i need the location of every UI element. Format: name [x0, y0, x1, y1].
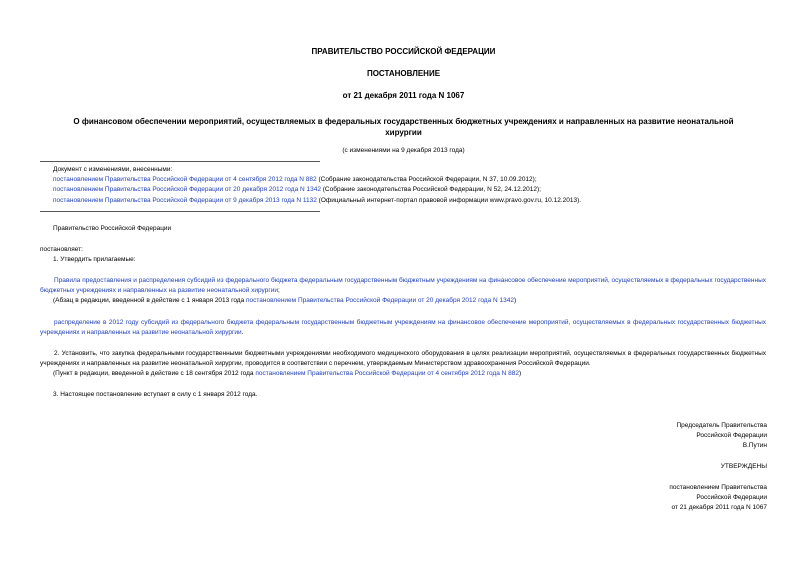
approved-line-2: Российской Федерации: [696, 494, 767, 501]
government-header: ПРАВИТЕЛЬСТВО РОССИЙСКОЙ ФЕДЕРАЦИИ: [311, 47, 496, 56]
document-date-number: от 21 декабря 2011 года N 1067: [342, 91, 465, 100]
document-type: ПОСТАНОВЛЕНИЕ: [366, 69, 441, 78]
signature-name: В.Путин: [742, 442, 767, 449]
changes-intro: Документ с изменениями, внесенными:: [53, 166, 173, 173]
signature-position: Председатель Правительства: [676, 422, 767, 429]
change-link-2[interactable]: постановлением Правительства Российской Федерации от 20 декабря 2012 года N 1342: [53, 186, 321, 193]
approved-label: УТВЕРЖДЕНЫ: [720, 463, 767, 470]
change-source-3: (Официальный интернет-портал правовой информации www.pravo.gov.ru, 10.12.2013).: [316, 197, 582, 204]
note-2: [53, 369, 521, 379]
item-1: 1. Утвердить прилагаемые:: [53, 256, 136, 263]
approved-line-1: постановлением Правительства: [669, 484, 767, 491]
change-link-3[interactable]: постановлением Правительства Российской Федерации от 9 декабря 2013 года N 1132: [53, 197, 317, 204]
decides-label: постановляет:: [40, 246, 83, 253]
preamble: Правительство Российской Федерации: [53, 225, 172, 232]
rules-link[interactable]: Правила предоставления и распределения субсидий из федерального бюджета федеральным государственным бюджетным учреждениям на финансовое обеспечение мероприятий, осуществляемых в федеральных государственных бюджетных учреждениях и направленных на развитие неонатальной хирургии: [40, 277, 766, 294]
note-1-link[interactable]: постановлением Правительства Российской Федерации от 20 декабря 2012 года N 1342: [246, 297, 514, 304]
rules-end: ;: [277, 287, 280, 294]
signature-country: Российской Федерации: [696, 432, 767, 439]
distribution-paragraph: [40, 318, 766, 338]
rules-paragraph: [40, 276, 766, 296]
item-3: 3. Настоящее постановление вступает в силу с 1 января 2012 года.: [53, 391, 258, 398]
distribution-link[interactable]: распределение в 2012 году субсидий из федерального бюджета федеральным государственным бюджетным учреждениям на финансовое обеспечение мероприятий, осуществляемых в федеральных государственных бюджетных учреждениях и направленных на развитие неонатальной хирургии: [40, 319, 766, 336]
change-source-1: (Собрание законодательства Российской Федерации, N 37, 10.09.2012);: [316, 176, 537, 183]
top-divider: [40, 161, 320, 162]
change-item-1: [53, 175, 537, 185]
amendment-note: (с изменениями на 9 декабря 2013 года): [342, 147, 465, 154]
note-1: [53, 296, 516, 306]
change-link-1[interactable]: постановлением Правительства Российской Федерации от 4 сентября 2012 года N 882: [53, 176, 317, 183]
item-2: 2. Установить, что закупка федеральными государственными бюджетными учреждениями необходимого медицинского оборудования в целях реализации мероприятий, осуществляемых в федеральных государственных бюджетных учреждениях и направленных на развитие неонатальной хирургии, проводится в соответствии с перечнем, утверждаемым Министерством здравоохранения Российской Федерации.: [40, 350, 766, 367]
note-1-suffix: ): [513, 297, 517, 304]
note-2-link[interactable]: постановлением Правительства Российской Федерации от 4 сентября 2012 года N 882: [255, 370, 520, 377]
distribution-end: .: [241, 329, 244, 336]
note-1-prefix: (Абзац в редакции, введенной в действие с 1 января 2013 года: [53, 297, 247, 304]
note-2-prefix: (Пункт в редакции, введенной в действие с 18 сентября 2012 года: [53, 370, 256, 377]
change-item-2: [53, 185, 541, 195]
approved-line-3: от 21 декабря 2011 года N 1067: [671, 504, 767, 511]
change-item-3: [53, 196, 581, 206]
note-2-suffix: ): [519, 370, 522, 377]
document-title: О финансовом обеспечении мероприятий, осуществляемых в федеральных государственных бюджетных учреждениях и направленных на развитие неонатальной хирургии: [73, 117, 734, 137]
change-source-2: (Собрание законодательства Российской Федерации, N 52, 24.12.2012);: [320, 186, 541, 193]
bottom-divider: [40, 211, 320, 212]
